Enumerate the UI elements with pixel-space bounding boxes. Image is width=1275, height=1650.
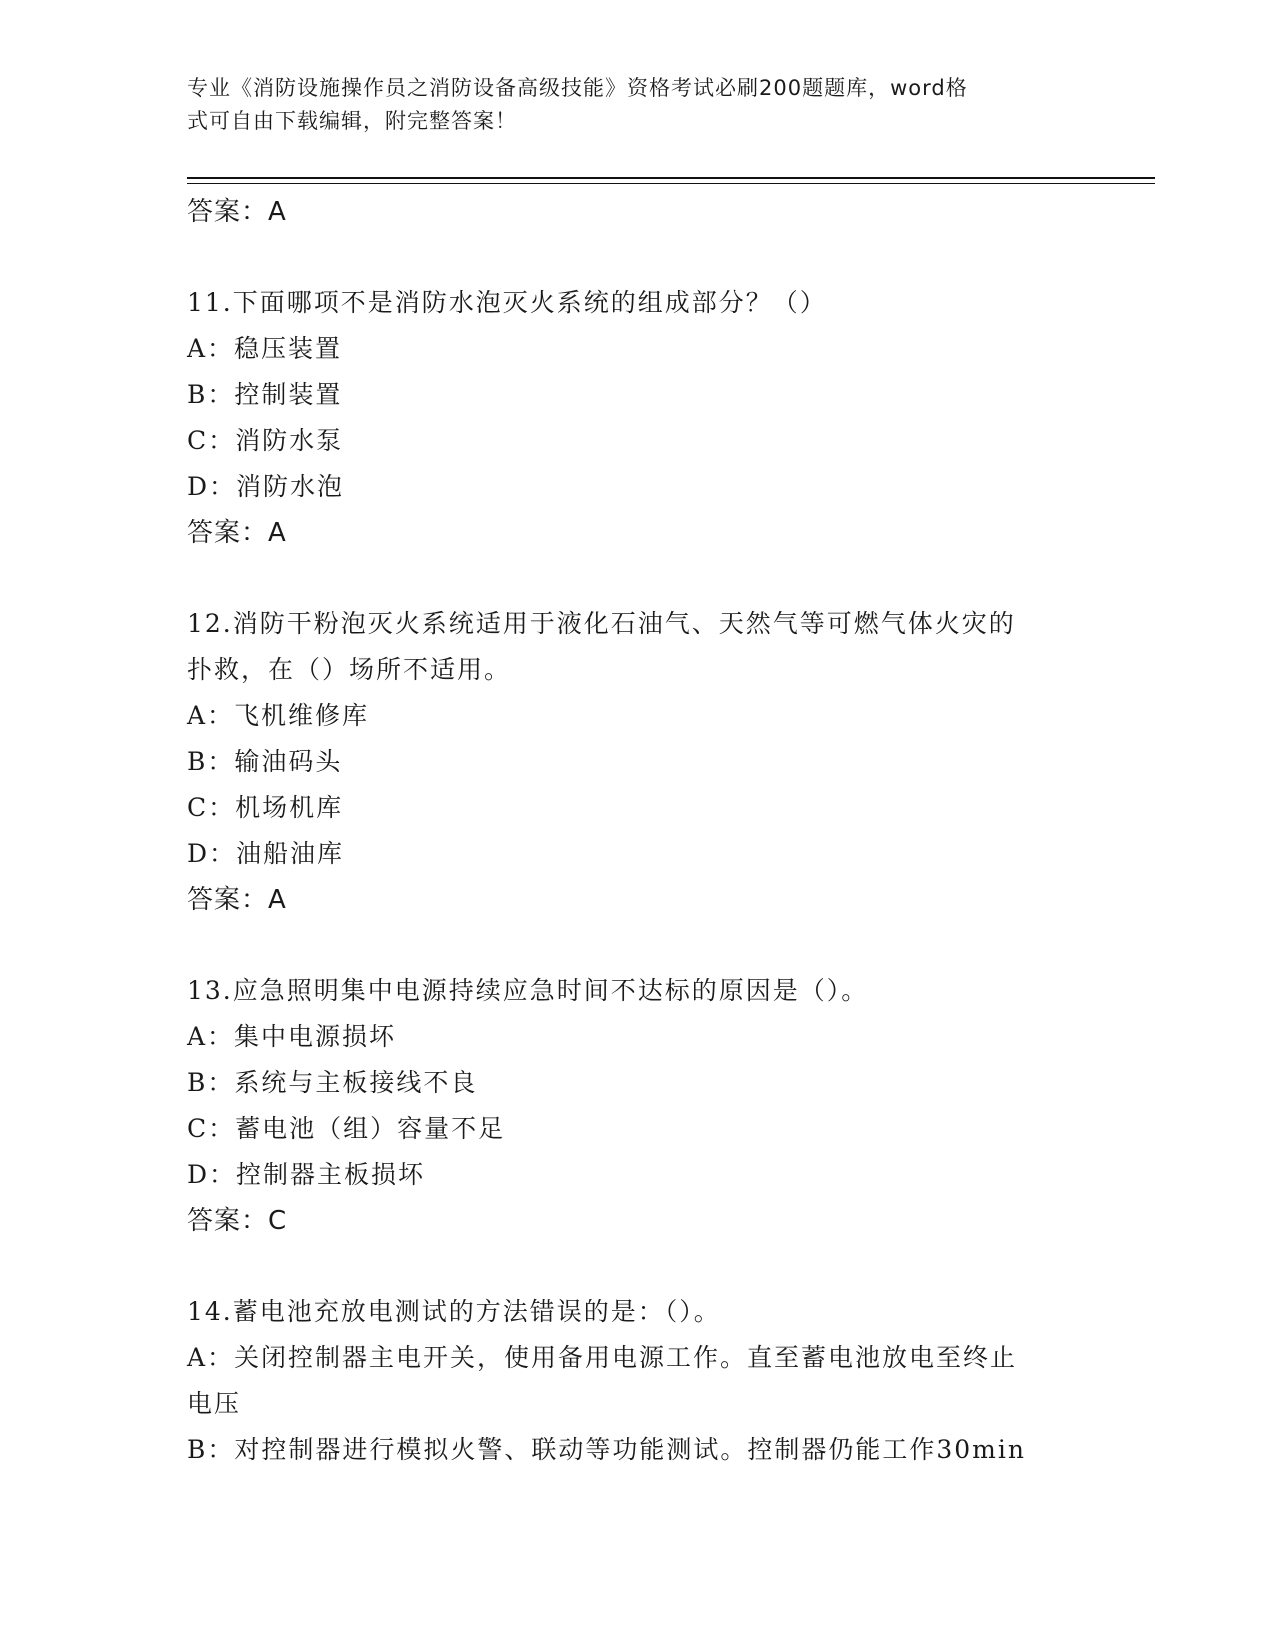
- option-c: C：机场机库: [187, 793, 344, 822]
- question-13: [187, 968, 1087, 1244]
- answer: 答案：C: [187, 1206, 288, 1236]
- spacer: [187, 235, 1087, 280]
- option-c: C：消防水泵: [187, 426, 344, 455]
- question-14: [187, 1289, 1087, 1473]
- spacer: [187, 1244, 1087, 1289]
- spacer: [187, 556, 1087, 601]
- question-11: [187, 280, 1087, 556]
- option-c: C：蓄电池（组）容量不足: [187, 1114, 506, 1143]
- question-text: 11.下面哪项不是消防水泡灭火系统的组成部分？（）: [187, 288, 827, 317]
- header-rule-thin: [187, 183, 1155, 184]
- option-a-continued: 电压: [187, 1389, 242, 1418]
- option-b: B：输油码头: [187, 747, 343, 776]
- question-text: 13.应急照明集中电源持续应急时间不达标的原因是（）。: [187, 976, 869, 1005]
- option-b: B：系统与主板接线不良: [187, 1068, 478, 1097]
- header-rule-thick: [187, 177, 1155, 179]
- question-text: 12.消防干粉泡灭火系统适用于液化石油气、天然气等可燃气体火灾的: [187, 609, 1016, 638]
- document-header: [187, 72, 1067, 138]
- option-d: D：控制器主板损坏: [187, 1160, 426, 1189]
- option-a: A：稳压装置: [187, 334, 343, 363]
- question-12: [187, 601, 1087, 923]
- header-line-2: 式可自由下载编辑，附完整答案！: [187, 109, 517, 133]
- question-text: 14.蓄电池充放电测试的方法错误的是：（）。: [187, 1297, 721, 1326]
- option-a: A：关闭控制器主电开关，使用备用电源工作。直至蓄电池放电至终止: [187, 1343, 1018, 1372]
- question-list: [187, 189, 1087, 1473]
- answer: 答案：A: [187, 885, 287, 915]
- option-b: B：对控制器进行模拟火警、联动等功能测试。控制器仍能工作30min: [187, 1435, 1026, 1464]
- option-a: A：集中电源损坏: [187, 1022, 397, 1051]
- answer: 答案：A: [187, 518, 287, 548]
- header-line-1: 专业《消防设施操作员之消防设备高级技能》资格考试必刷200题题库，word格: [187, 76, 968, 100]
- option-d: D：油船油库: [187, 839, 345, 868]
- question-text-continued: 扑救，在（）场所不适用。: [187, 655, 512, 684]
- previous-answer: 答案：A: [187, 197, 287, 227]
- option-a: A：飞机维修库: [187, 701, 370, 730]
- option-b: B：控制装置: [187, 380, 343, 409]
- option-d: D：消防水泡: [187, 472, 345, 501]
- spacer: [187, 923, 1087, 968]
